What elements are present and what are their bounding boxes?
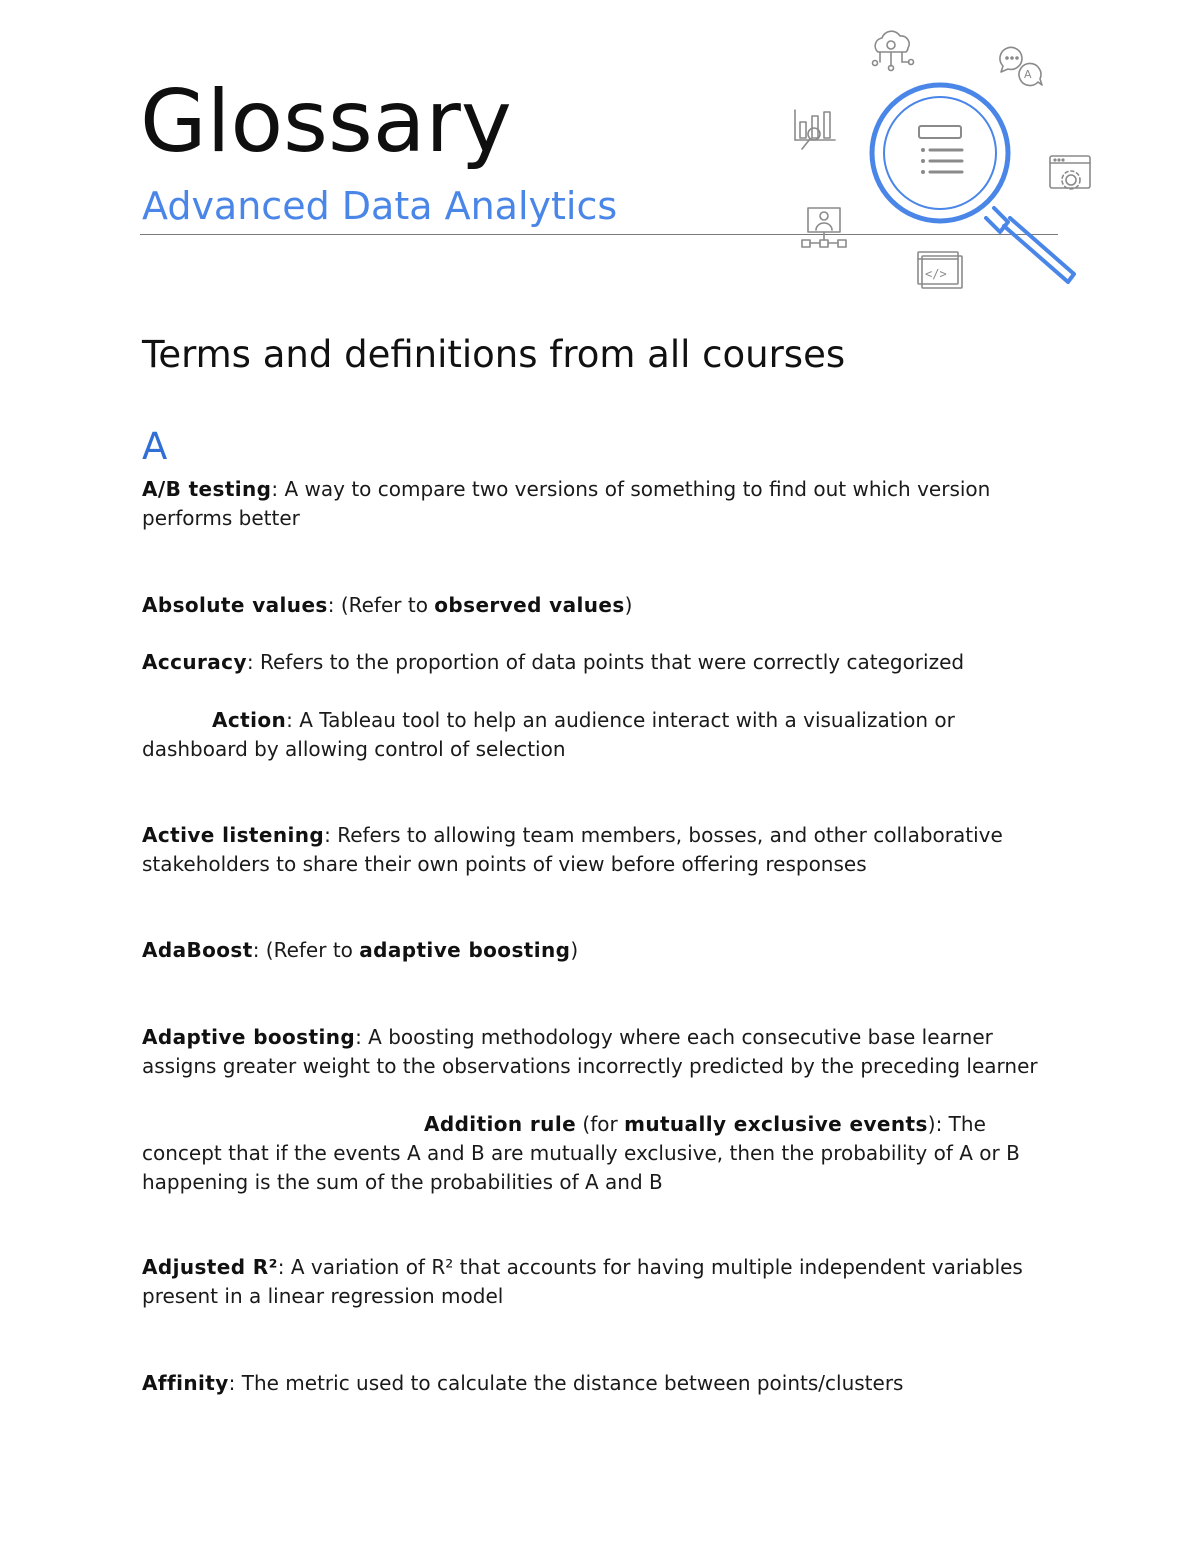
settings-window-icon xyxy=(1050,156,1090,189)
glossary-entry xyxy=(142,591,1062,620)
entry-definition: : Refers to allowing team members, bosses, and other collaborative stakeholders to share their own points of view before offering responses xyxy=(142,823,1003,876)
glossary-entry xyxy=(142,936,1062,965)
entry-definition: : Refers to the proportion of data points that were correctly categorized xyxy=(246,650,965,674)
entry-definition: : A Tableau tool to help an audience interact with a visualization or dashboard by allowing control of selection xyxy=(142,708,955,761)
entry-definition: : A boosting methodology where each consecutive base learner assigns greater weight to the observations incorrectly predicted by the preceding learner xyxy=(142,1025,1038,1078)
entry-definition: : A way to compare two versions of something to find out which version performs better xyxy=(142,477,991,530)
glossary-entry xyxy=(142,821,1062,879)
glossary-entry xyxy=(142,706,1062,764)
code-window-icon xyxy=(918,252,962,288)
glossary-entry xyxy=(142,475,1062,533)
glossary-entry xyxy=(142,1023,1062,1081)
entry-definition-end: ) xyxy=(570,938,579,962)
magnifier-list-icon xyxy=(872,85,1074,282)
entry-term: Absolute values xyxy=(142,593,328,617)
entry-definition: : (Refer to xyxy=(327,593,435,617)
entry-definition: (for xyxy=(576,1112,625,1136)
entry-term: A/B testing xyxy=(142,477,272,501)
section-heading: Terms and definitions from all courses xyxy=(142,333,846,376)
entry-definition: : (Refer to xyxy=(252,938,360,962)
entry-definition: : A variation of R² that accounts for having multiple independent variables present in a linear regression model xyxy=(142,1255,1023,1308)
glossary-entry xyxy=(142,1110,1062,1197)
entry-term: Addition rule xyxy=(424,1112,577,1136)
entry-term: Affinity xyxy=(142,1371,229,1395)
entry-term: Active listening xyxy=(142,823,325,847)
entry-term: Adaptive boosting xyxy=(142,1025,356,1049)
glossary-entry xyxy=(142,1369,1062,1398)
svg-text:A: A xyxy=(1024,68,1032,81)
page-subtitle: Advanced Data Analytics xyxy=(142,184,618,228)
page-title: Glossary xyxy=(140,72,512,172)
svg-text:</>: </> xyxy=(925,267,947,281)
letter-heading: A xyxy=(142,425,168,468)
hero-illustration xyxy=(780,20,1110,320)
user-hierarchy-icon xyxy=(802,208,846,247)
entry-term: AdaBoost xyxy=(142,938,253,962)
chart-search-icon xyxy=(795,110,835,149)
entry-reference: adaptive boosting xyxy=(359,938,571,962)
entry-term: Accuracy xyxy=(142,650,247,674)
entry-reference: mutually exclusive events xyxy=(624,1112,928,1136)
entry-term: Action xyxy=(212,708,287,732)
cloud-network-icon xyxy=(873,31,914,70)
glossary-entry xyxy=(142,648,1062,677)
glossary-entry xyxy=(142,1253,1062,1311)
entry-definition: : The metric used to calculate the distance between points/clusters xyxy=(228,1371,904,1395)
entry-term: Adjusted R² xyxy=(142,1255,278,1279)
entry-definition-end: ) xyxy=(624,593,633,617)
chat-bubbles-icon xyxy=(1000,47,1042,85)
entry-reference: observed values xyxy=(434,593,625,617)
entry-definition-end: ): The concept that if the events A and B are mutually exclusive, then the probability of A or B happening is the sum of the probabilities of A and B xyxy=(142,1112,1020,1194)
